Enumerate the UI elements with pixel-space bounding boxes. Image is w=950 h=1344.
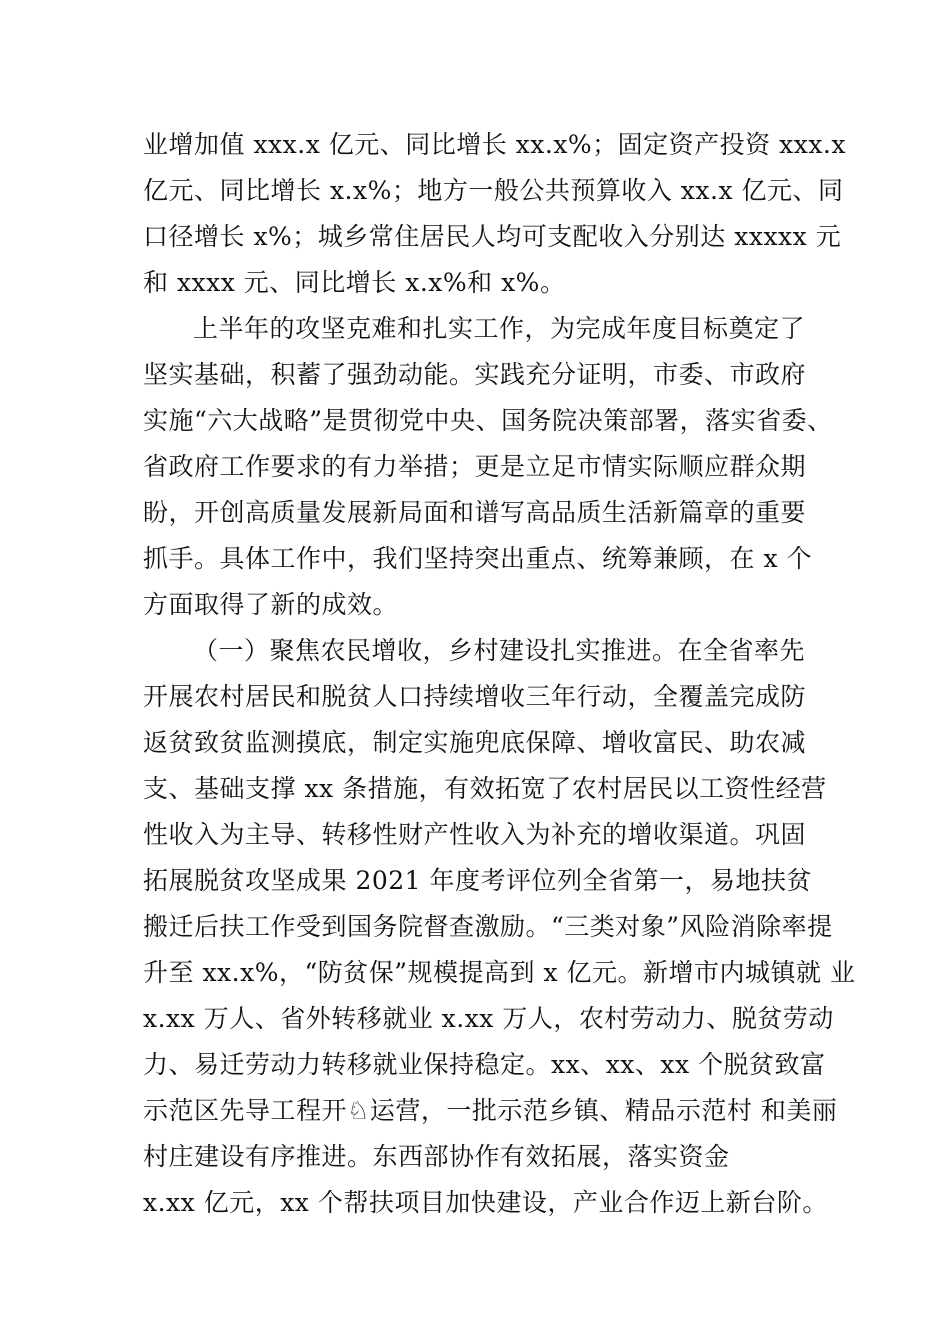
text-line: 返贫致贫监测摸底，制定实施兜底保障、增收富民、助农减 (143, 728, 807, 757)
text-line: 业增加值 xxx.x 亿元、同比增长 xx.x%；固定资产投资 xxx.x (143, 130, 846, 159)
text-line: x.xx 万人、省外转移就业 x.xx 万人，农村劳动力、脱贫劳动 (143, 1004, 834, 1033)
text-line: x.xx 亿元，xx 个帮扶项目加快建设，产业合作迈上新台阶。 (143, 1188, 828, 1217)
text-line: 省政府工作要求的有力举措；更是立足市情实际顺应群众期 (143, 452, 807, 481)
paragraph-start-line: 上半年的攻坚克难和扎实工作，为完成年度目标奠定了 (193, 314, 806, 343)
text-line: 力、易迁劳动力转移就业保持稳定。xx、xx、xx 个脱贫致富 (143, 1050, 826, 1079)
text-line: 支、基础支撑 xx 条措施，有效拓宽了农村居民以工资性经营 (143, 774, 827, 803)
text-line: 性收入为主导、转移性财产性收入为补充的增收渠道。巩固 (143, 820, 807, 849)
text-line: 搬迁后扶工作受到国务院督查激励。“三类对象”风险消除率提 (143, 912, 833, 941)
text-line: 开展农村居民和脱贫人口持续增收三年行动，全覆盖完成防 (143, 682, 807, 711)
text-line: 亿元、同比增长 x.x%；地方一般公共预算收入 xx.x 亿元、同 (143, 176, 844, 205)
text-line: 示范区先导工程开♘运营，一批示范乡镇、精品示范村 和美丽 (143, 1096, 838, 1125)
text-line: 村庄建设有序推进。东西部协作有效拓展，落实资金 (143, 1142, 730, 1171)
section-heading-line: （一）聚焦农民增收，乡村建设扎实推进。在全省率先 (193, 636, 806, 665)
text-line: 拓展脱贫攻坚成果 2021 年度考评位列全省第一，易地扶贫 (143, 866, 813, 895)
text-line: 抓手。具体工作中，我们坚持突出重点、统筹兼顾，在 x 个 (143, 544, 812, 573)
text-line: 和 xxxx 元、同比增长 x.x%和 x%。 (143, 268, 566, 297)
text-line: 盼，开创高质量发展新局面和谱写高品质生活新篇章的重要 (143, 498, 807, 527)
text-line: 实施“六大战略”是贯彻党中央、国务院决策部署，落实省委、 (143, 406, 833, 435)
text-line: 口径增长 x%；城乡常住居民人均可支配收入分别达 xxxxx 元 (143, 222, 842, 251)
text-line: 方面取得了新的成效。 (143, 590, 399, 619)
text-line: 坚实基础，积蓄了强劲动能。实践充分证明，市委、市政府 (143, 360, 807, 389)
text-line: 升至 xx.x%，“防贫保”规模提高到 x 亿元。新增市内城镇就 业 (143, 958, 856, 987)
